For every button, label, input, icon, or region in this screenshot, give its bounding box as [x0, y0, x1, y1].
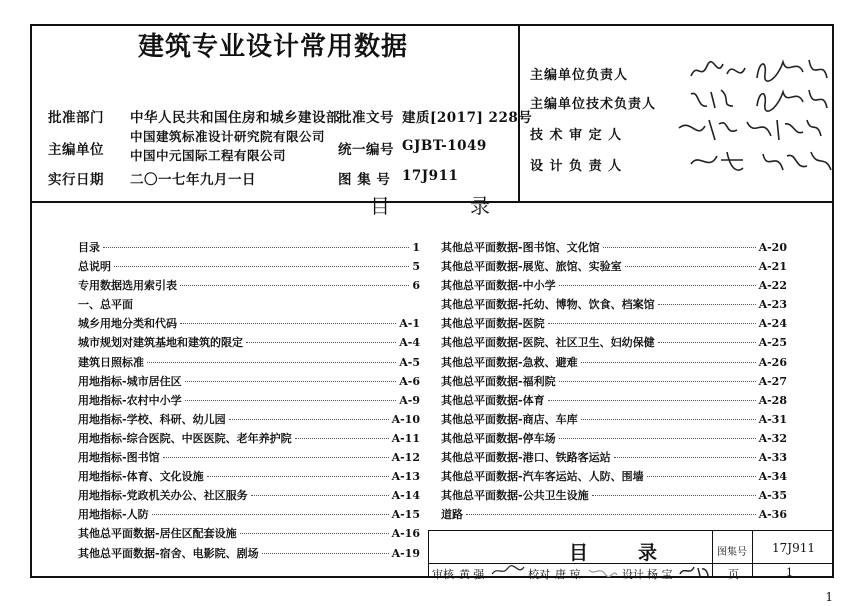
toc-entry[interactable]: [441, 506, 787, 525]
leader-dots: [229, 419, 389, 420]
toc-entry-page: A-15: [391, 508, 420, 522]
leader-dots: [240, 533, 389, 534]
toc-entry[interactable]: [441, 354, 787, 373]
toc-entry[interactable]: [78, 449, 420, 468]
title-block-title: [514, 538, 712, 565]
leader-dots: [185, 400, 397, 401]
toc-entry-page: A-35: [758, 489, 787, 503]
toc-entry-label: 其他总平面数据-宿舍、电影院、剧场: [78, 546, 259, 560]
toc-entry[interactable]: [441, 315, 787, 334]
toc-entry-page: A-5: [399, 355, 420, 369]
leader-dots: [262, 553, 389, 554]
leader-dots: [466, 514, 756, 515]
leader-dots: [658, 342, 756, 343]
document-title: 建筑专业设计常用数据: [137, 32, 408, 62]
toc-entry[interactable]: [78, 354, 420, 373]
toc-entry[interactable]: [78, 334, 420, 353]
leader-dots: [103, 247, 409, 248]
approval-no-value: 建质[2017] 228号: [402, 110, 533, 126]
leader-dots: [658, 304, 756, 305]
toc-title-char2: 录: [470, 194, 490, 218]
approval-dept-value: 中华人民共和国住房和城乡建设部: [130, 110, 340, 126]
toc-entry-page: A-10: [391, 412, 420, 426]
toc-entry-label: 建筑日照标准: [78, 355, 144, 369]
leader-dots: [592, 495, 756, 496]
toc-entry-page: 5: [412, 260, 420, 274]
handwritten-signature: [670, 114, 830, 144]
toc-entry[interactable]: [78, 525, 420, 544]
toc-entry-page: A-27: [758, 374, 787, 388]
toc-entry-label: 其他总平面数据-港口、铁路客运站: [441, 451, 611, 465]
leader-dots: [581, 362, 756, 363]
title-block-top-border: [428, 530, 834, 531]
atlas-no-value: 17J911: [772, 541, 815, 555]
leader-dots: [548, 400, 756, 401]
leader-dots: [625, 266, 756, 267]
leader-dots: [185, 381, 397, 382]
handwritten-signature: [682, 84, 842, 114]
toc-entry[interactable]: [78, 315, 420, 334]
toc-entry-label: 用地指标-党政机关办公、社区服务: [78, 489, 248, 503]
toc-entry-label: 目录: [78, 241, 100, 254]
toc-entry-page: A-13: [391, 470, 420, 484]
handwritten-signature: [490, 564, 526, 578]
leader-dots: [147, 362, 396, 363]
toc-entry[interactable]: [78, 258, 420, 277]
toc-entry[interactable]: [78, 239, 420, 258]
leader-dots: [163, 457, 389, 458]
toc-entry-page: A-34: [758, 470, 787, 484]
unified-no-label: 统一编号: [338, 142, 394, 158]
title-block-left-border: [428, 530, 429, 578]
leader-dots: [180, 323, 396, 324]
signatory-label-design-lead: 设 计 负 责 人: [530, 159, 623, 174]
toc-entry-page: A-12: [391, 451, 420, 465]
toc-entry[interactable]: [441, 277, 787, 296]
toc-entry-page: A-9: [399, 393, 420, 407]
leader-dots: [207, 476, 389, 477]
toc-entry-label: 城市规划对建筑基地和建筑的限定: [78, 336, 243, 350]
toc-title: [370, 190, 490, 219]
leader-dots: [559, 381, 756, 382]
toc-entry-page: A-36: [758, 508, 787, 522]
leader-dots: [246, 342, 396, 343]
toc-title-char1: 目: [370, 194, 390, 218]
editor-unit-line1: 中国建筑标准设计研究院有限公司: [130, 129, 326, 144]
title-block-divider: [712, 530, 713, 578]
leader-dots: [180, 285, 409, 286]
toc-entry[interactable]: [441, 239, 787, 258]
toc-entry-page: A-26: [758, 355, 787, 369]
toc-entry[interactable]: [78, 430, 420, 449]
toc-entry-page: 1: [412, 241, 420, 254]
leader-dots: [251, 495, 389, 496]
toc-section-heading: [78, 296, 420, 315]
toc-entry-page: A-25: [758, 336, 787, 350]
toc-entry[interactable]: [441, 411, 787, 430]
design-name: 杨 宝: [647, 568, 673, 581]
design-label: 设计: [622, 568, 644, 581]
toc-entry-label: 其他总平面数据-停车场: [441, 431, 556, 445]
toc-entry-label: 用地指标-城市居住区: [78, 374, 182, 388]
toc-entry-label: 其他总平面数据-医院: [441, 317, 545, 331]
toc-entry-page: A-23: [758, 298, 787, 312]
toc-entry[interactable]: [441, 296, 787, 315]
toc-entry-page: A-14: [391, 489, 420, 503]
toc-entry-label: 其他总平面数据-图书馆、文化馆: [441, 241, 600, 254]
toc-right-column: [441, 239, 787, 525]
toc-entry-page: A-20: [758, 241, 787, 254]
toc-entry-page: A-32: [758, 431, 787, 445]
leader-dots: [614, 457, 756, 458]
toc-entry[interactable]: [441, 468, 787, 487]
toc-entry-label: 其他总平面数据-托幼、博物、饮食、档案馆: [441, 298, 655, 312]
toc-entry[interactable]: [78, 506, 420, 525]
toc-entry-label: 其他总平面数据-商店、车库: [441, 412, 578, 426]
leader-dots: [581, 419, 756, 420]
toc-entry[interactable]: [441, 258, 787, 277]
leader-dots: [152, 514, 389, 515]
toc-entry-label: 用地指标-学校、科研、幼儿园: [78, 412, 226, 426]
toc-entry-label: 城乡用地分类和代码: [78, 317, 177, 331]
toc-entry[interactable]: [78, 373, 420, 392]
title-block-title-char2: 录: [637, 542, 657, 564]
toc-entry-label: 其他总平面数据-医院、社区卫生、妇幼保健: [441, 336, 655, 350]
toc-entry-label: 总说明: [78, 260, 111, 274]
atlas-no-label: 图 集 号: [338, 172, 391, 188]
approval-no-label: 批准文号: [338, 110, 394, 126]
toc-entry-page: A-28: [758, 393, 787, 407]
title-block-divider: [752, 530, 753, 578]
signatory-label-chief-unit: 主编单位负责人: [530, 68, 629, 83]
toc-entry[interactable]: [441, 449, 787, 468]
toc-entry[interactable]: [441, 334, 787, 353]
toc-entry-label: 其他总平面数据-汽车客运站、人防、围墙: [441, 470, 644, 484]
leader-dots: [603, 247, 756, 248]
toc-entry[interactable]: [441, 373, 787, 392]
toc-entry[interactable]: [441, 430, 787, 449]
toc-entry-page: A-4: [399, 336, 420, 350]
editor-unit-label: 主编单位: [48, 142, 104, 158]
toc-entry-page: 6: [412, 279, 420, 293]
toc-entry[interactable]: [78, 468, 420, 487]
toc-entry-label: 其他总平面数据-居住区配套设施: [78, 527, 237, 541]
toc-entry-page: A-6: [399, 374, 420, 388]
check-name: 唐 琼: [555, 568, 581, 581]
leader-dots: [548, 323, 756, 324]
toc-entry[interactable]: [78, 545, 420, 564]
approval-dept-label: 批准部门: [48, 110, 104, 126]
leader-dots: [647, 476, 756, 477]
toc-entry-label: 道路: [441, 508, 463, 522]
signatory-label-tech-chief: 主编单位技术负责人: [530, 97, 657, 112]
toc-entry[interactable]: [441, 392, 787, 411]
toc-entry-page: A-31: [758, 412, 787, 426]
check-label: 校对: [528, 568, 550, 581]
atlas-no-value: 17J911: [402, 168, 459, 184]
handwritten-signature: [682, 146, 842, 176]
toc-entry-label: 其他总平面数据-急救、避难: [441, 355, 578, 369]
handwritten-signature: [587, 564, 619, 578]
toc-entry[interactable]: [78, 277, 420, 296]
effective-date-value: 二〇一七年九月一日: [130, 172, 256, 188]
toc-entry-label: 用地指标-体育、文化设施: [78, 470, 204, 484]
toc-entry[interactable]: [441, 487, 787, 506]
toc-entry-label: 其他总平面数据-公共卫生设施: [441, 489, 589, 503]
toc-entry-page: A-22: [758, 279, 787, 293]
toc-entry-label: 用地指标-人防: [78, 508, 149, 522]
toc-entry-label: 用地指标-农村中小学: [78, 393, 182, 407]
toc-entry-label: 其他总平面数据-展览、旅馆、实验室: [441, 260, 622, 274]
leader-dots: [559, 438, 756, 439]
toc-entry[interactable]: [78, 487, 420, 506]
leader-dots: [114, 266, 409, 267]
toc-entry-page: A-1: [399, 317, 420, 331]
toc-entry-label: 用地指标-图书馆: [78, 451, 160, 465]
page-value: 1: [786, 566, 793, 579]
unified-no-value: GJBT-1049: [402, 138, 487, 154]
toc-entry[interactable]: [78, 392, 420, 411]
toc-entry-page: A-16: [391, 527, 420, 541]
toc-entry-label: 其他总平面数据-体育: [441, 393, 545, 407]
leader-dots: [295, 438, 389, 439]
toc-entry-page: A-21: [758, 260, 787, 274]
toc-entry-label: 其他总平面数据-福利院: [441, 374, 556, 388]
toc-entry[interactable]: [78, 411, 420, 430]
toc-entry-label: 专用数据选用索引表: [78, 279, 177, 293]
atlas-no-label: 图集号: [717, 547, 747, 558]
toc-left-column: [78, 239, 420, 564]
review-label: 审核: [432, 568, 454, 581]
leader-dots: [559, 285, 756, 286]
toc-entry-page: A-33: [758, 451, 787, 465]
handwritten-signature: [678, 564, 710, 578]
handwritten-signature: [682, 54, 842, 84]
editor-unit-line2: 中国中元国际工程有限公司: [130, 148, 287, 163]
toc-section-label: 一、总平面: [78, 298, 133, 312]
page-number: 1: [825, 590, 833, 604]
signatory-label-tech-review: 技 术 审 定 人: [530, 128, 623, 143]
title-block-title-char1: 目: [569, 542, 589, 564]
toc-entry-page: A-11: [391, 431, 420, 445]
toc-entry-page: A-19: [391, 546, 420, 560]
toc-entry-label: 其他总平面数据-中小学: [441, 279, 556, 293]
review-name: 黄 强: [459, 568, 485, 581]
page-label: 页: [728, 568, 739, 581]
toc-entry-label: 用地指标-综合医院、中医医院、老年养护院: [78, 431, 292, 445]
effective-date-label: 实行日期: [48, 172, 104, 188]
toc-entry-page: A-24: [758, 317, 787, 331]
